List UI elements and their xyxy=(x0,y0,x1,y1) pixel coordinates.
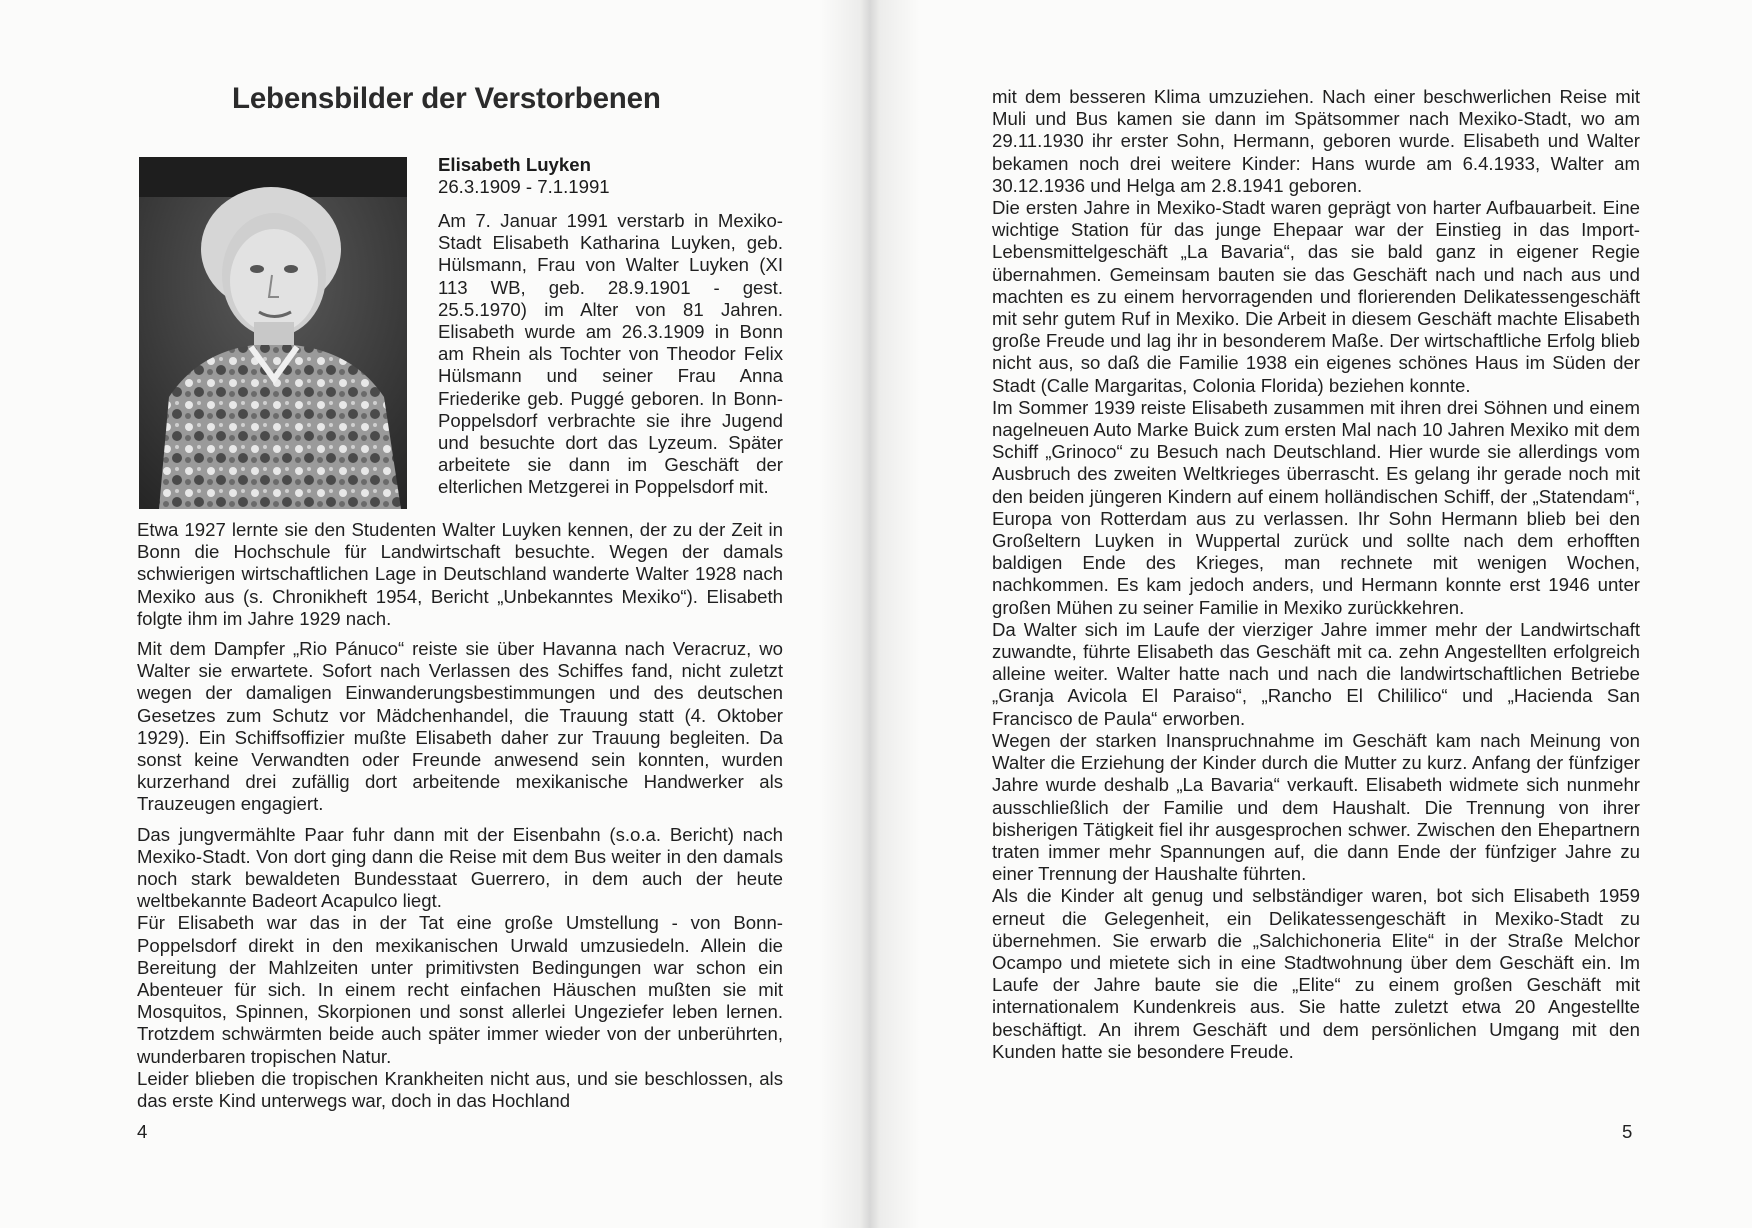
page-number: 4 xyxy=(137,1121,148,1142)
paragraph: Leider blieben die tropischen Krankheiten nicht aus, und sie beschlossen, als das erste Kind unterwegs war, doch in das Hochland xyxy=(137,1067,783,1112)
portrait-illustration xyxy=(139,157,407,509)
paragraph: Als die Kinder alt genug und selbständiger waren, bot sich Elisabeth 1959 erneut die Gelegenheit, ein Delikatessengeschäft in Mexiko-Stadt zu übernehmen. Sie erwarb die „Salchichoneria Elite“ in der Straße Melchor Ocampo und mietete sich in eine Stadtwohnung über dem Geschäft ein. Im Laufe der Jahre baute sie die „Elite“ zu einem großen Geschäft mit internationalem Kundenkreis aus. Sie hatte zuletzt etwa 20 Angestellte beschäftigt. An ihrem Geschäft und dem persönlichen Umgang mit den Kunden hatte sie besondere Freude. xyxy=(992,885,1640,1062)
paragraph: Da Walter sich im Laufe der vierziger Jahre immer mehr der Landwirtschaft zuwandte, führte Elisabeth das Geschäft mit ca. zehn Angestellten erfolgreich alleine weiter. Walter hatte nach und nach die landwirtschaftlichen Betriebe „Granja Avicola El Paraiso“, „Rancho El Chililico“ und „Hacienda San Francisco de Paula“ erworben. xyxy=(992,618,1640,729)
right-body-text xyxy=(992,86,1640,1063)
paragraph: Für Elisabeth war das in der Tat eine große Umstellung - von Bonn-Poppelsdorf direkt in den mexikanischen Urwald umzusiedeln. Allein die Bereitung der Mahlzeiten unter primitivsten Bedingungen war schon ein Abenteuer für sich. In einem recht einfachen Häuschen mußten sie mit Mosquitos, Spinnen, Skorpionen und sonst allerlei Ungeziefer leben lernen. Trotzdem schwärmten beide auch später immer wieder von der unberührten, wunderbaren tropischen Natur. xyxy=(137,912,783,1067)
paragraph: Im Sommer 1939 reiste Elisabeth zusammen mit ihren drei Söhnen und einem nagelneuen Auto Marke Buick zum ersten Mal nach 10 Jahren Mexiko mit dem Schiff „Grinoco“ zu Besuch nach Deutschland. Hier wurde sie allerdings vom Ausbruch des zweiten Weltkrieges überrascht. Es gelang ihr gerade noch mit den beiden jüngeren Kindern auf einem holländischen Schiff, der „Statendam“, Europa von Rotterdam aus zu verlassen. Ihr Sohn Hermann blieb bei den Großeltern Luyken in Wuppertal zurück und sollte nach dem erhofften baldigen Ende des Krieges, man rechnete mit wenigen Wochen, nachkommen. Es kam jedoch anders, und Hermann konnte erst 1946 unter großen Mühen zu seiner Familie in Mexiko zurückkehren. xyxy=(992,396,1641,618)
person-dates: 26.3.1909 - 7.1.1991 xyxy=(438,176,610,197)
paragraph: Wegen der starken Inanspruchnahme im Geschäft kam nach Meinung von Walter die Erziehung der Kinder durch die Mutter zu kurz. Anfang der fünfziger Jahre wurde deshalb „La Bavaria“ verkauft. Elisabeth widmete sich nunmehr ausschließlich der Familie und dem Haushalt. Die Trennung von ihrer bisherigen Tätigkeit fiel ihr ausgesprochen schwer. Zwischen den Ehepartnern traten immer mehr Spannungen auf, die dann Ende der fünfziger Jahre zu einer Trennung der Haushalte führten. xyxy=(992,729,1640,885)
paragraph: Das jungvermählte Paar fuhr dann mit der Eisenbahn (s.o.a. Bericht) nach Mexiko-Stadt. Von dort ging dann die Reise mit dem Bus weiter in den damals noch stark bewaldeten Bundesstaat Guerrero, in dem auch der heute weltbekannte Badeort Acapulco liegt. xyxy=(137,823,783,912)
page-number: 5 xyxy=(1622,1121,1633,1142)
person-header xyxy=(438,154,783,206)
paragraph: Mit dem Dampfer „Rio Pánuco“ reiste sie über Havanna nach Veracruz, wo Walter sie erwartete. Sofort nach Verlassen des Schiffes fand, nicht zuletzt wegen der damaligen Einwanderungsbestimmungen und des deutschen Gesetzes zum Schutz vor Mädchenhandel, die Trauung statt (4. Oktober 1929). Ein Schiffsoffizier mußte Elisabeth daher zur Trauung begleiten. Da sonst keine Verwandten oder Freunde anwesend sein konnten, wurden kurzerhand drei zufällig dort arbeitende mexikanische Handwerker als Trauzeugen engagiert. xyxy=(137,638,783,815)
portrait-photo xyxy=(139,157,407,509)
intro-text: Am 7. Januar 1991 verstarb in Mexiko-Stadt Elisabeth Katharina Luyken, geb. Hülsmann, Frau von Walter Luyken (XI 113 WB, geb. 28.9.1901 - gest. 25.5.1970) im Alter von 81 Jahren. Elisabeth wurde am 26.3.1909 in Bonn am Rhein als Tochter von Theodor Felix Hülsmann und seiner Frau Anna Friederike geb. Puggé geboren. In Bonn-Poppelsdorf verbrachte sie ihre Jugend und besuchte dort das Lyzeum. Später arbeitete sie dann im Geschäft der elterlichen Metzgerei in Poppelsdorf mit. xyxy=(438,210,783,498)
intro-paragraph xyxy=(438,210,783,499)
left-page xyxy=(0,0,868,1228)
left-body-text xyxy=(137,519,783,1112)
paragraph: Etwa 1927 lernte sie den Studenten Walter Luyken kennen, der zu der Zeit in Bonn die Hochschule für Landwirtschaft besuchte. Wegen der damals schwierigen wirtschaftlichen Lage in Deutschland wanderte Walter 1928 nach Mexiko aus (s. Chronikheft 1954, Bericht „Unbekanntes Mexiko“). Elisabeth folgte ihm im Jahre 1929 nach. xyxy=(137,519,783,629)
paragraph: mit dem besseren Klima umzuziehen. Nach einer beschwerlichen Reise mit Muli und Bus kamen sie dann im Spätsommer nach Mexiko-Stadt, wo am 29.11.1930 ihr erster Sohn, Hermann, geboren wurde. Elisabeth und Walter bekamen noch drei weitere Kinder: Hans wurde am 6.4.1933, Walter am 30.12.1936 und Helga am 2.8.1941 geboren. xyxy=(992,86,1640,196)
right-page xyxy=(868,0,1752,1228)
paragraph: Die ersten Jahre in Mexiko-Stadt waren geprägt von harter Aufbauarbeit. Eine wichtige Station für das junge Ehepaar war der Einstieg in das Import-Lebensmittelgeschäft „La Bavaria“, das sie bald ganz in eigener Regie übernahmen. Gemeinsam bauten sie das Geschäft nach und nach aus und machten es zu einem hervorragenden und florierenden Delikatessengeschäft mit sehr gutem Ruf in Mexiko. Die Arbeit in diesem Geschäft machte Elisabeth große Freude und lag ihr in besonderem Maße. Der wirtschaftliche Erfolg blieb nicht aus, so daß die Familie 1938 ein eigenes schönes Haus im Süden der Stadt (Calle Margaritas, Colonia Florida) beziehen konnte. xyxy=(992,197,1640,396)
page-title: Lebensbilder der Verstorbenen xyxy=(232,82,661,115)
person-name: Elisabeth Luyken xyxy=(438,154,591,175)
